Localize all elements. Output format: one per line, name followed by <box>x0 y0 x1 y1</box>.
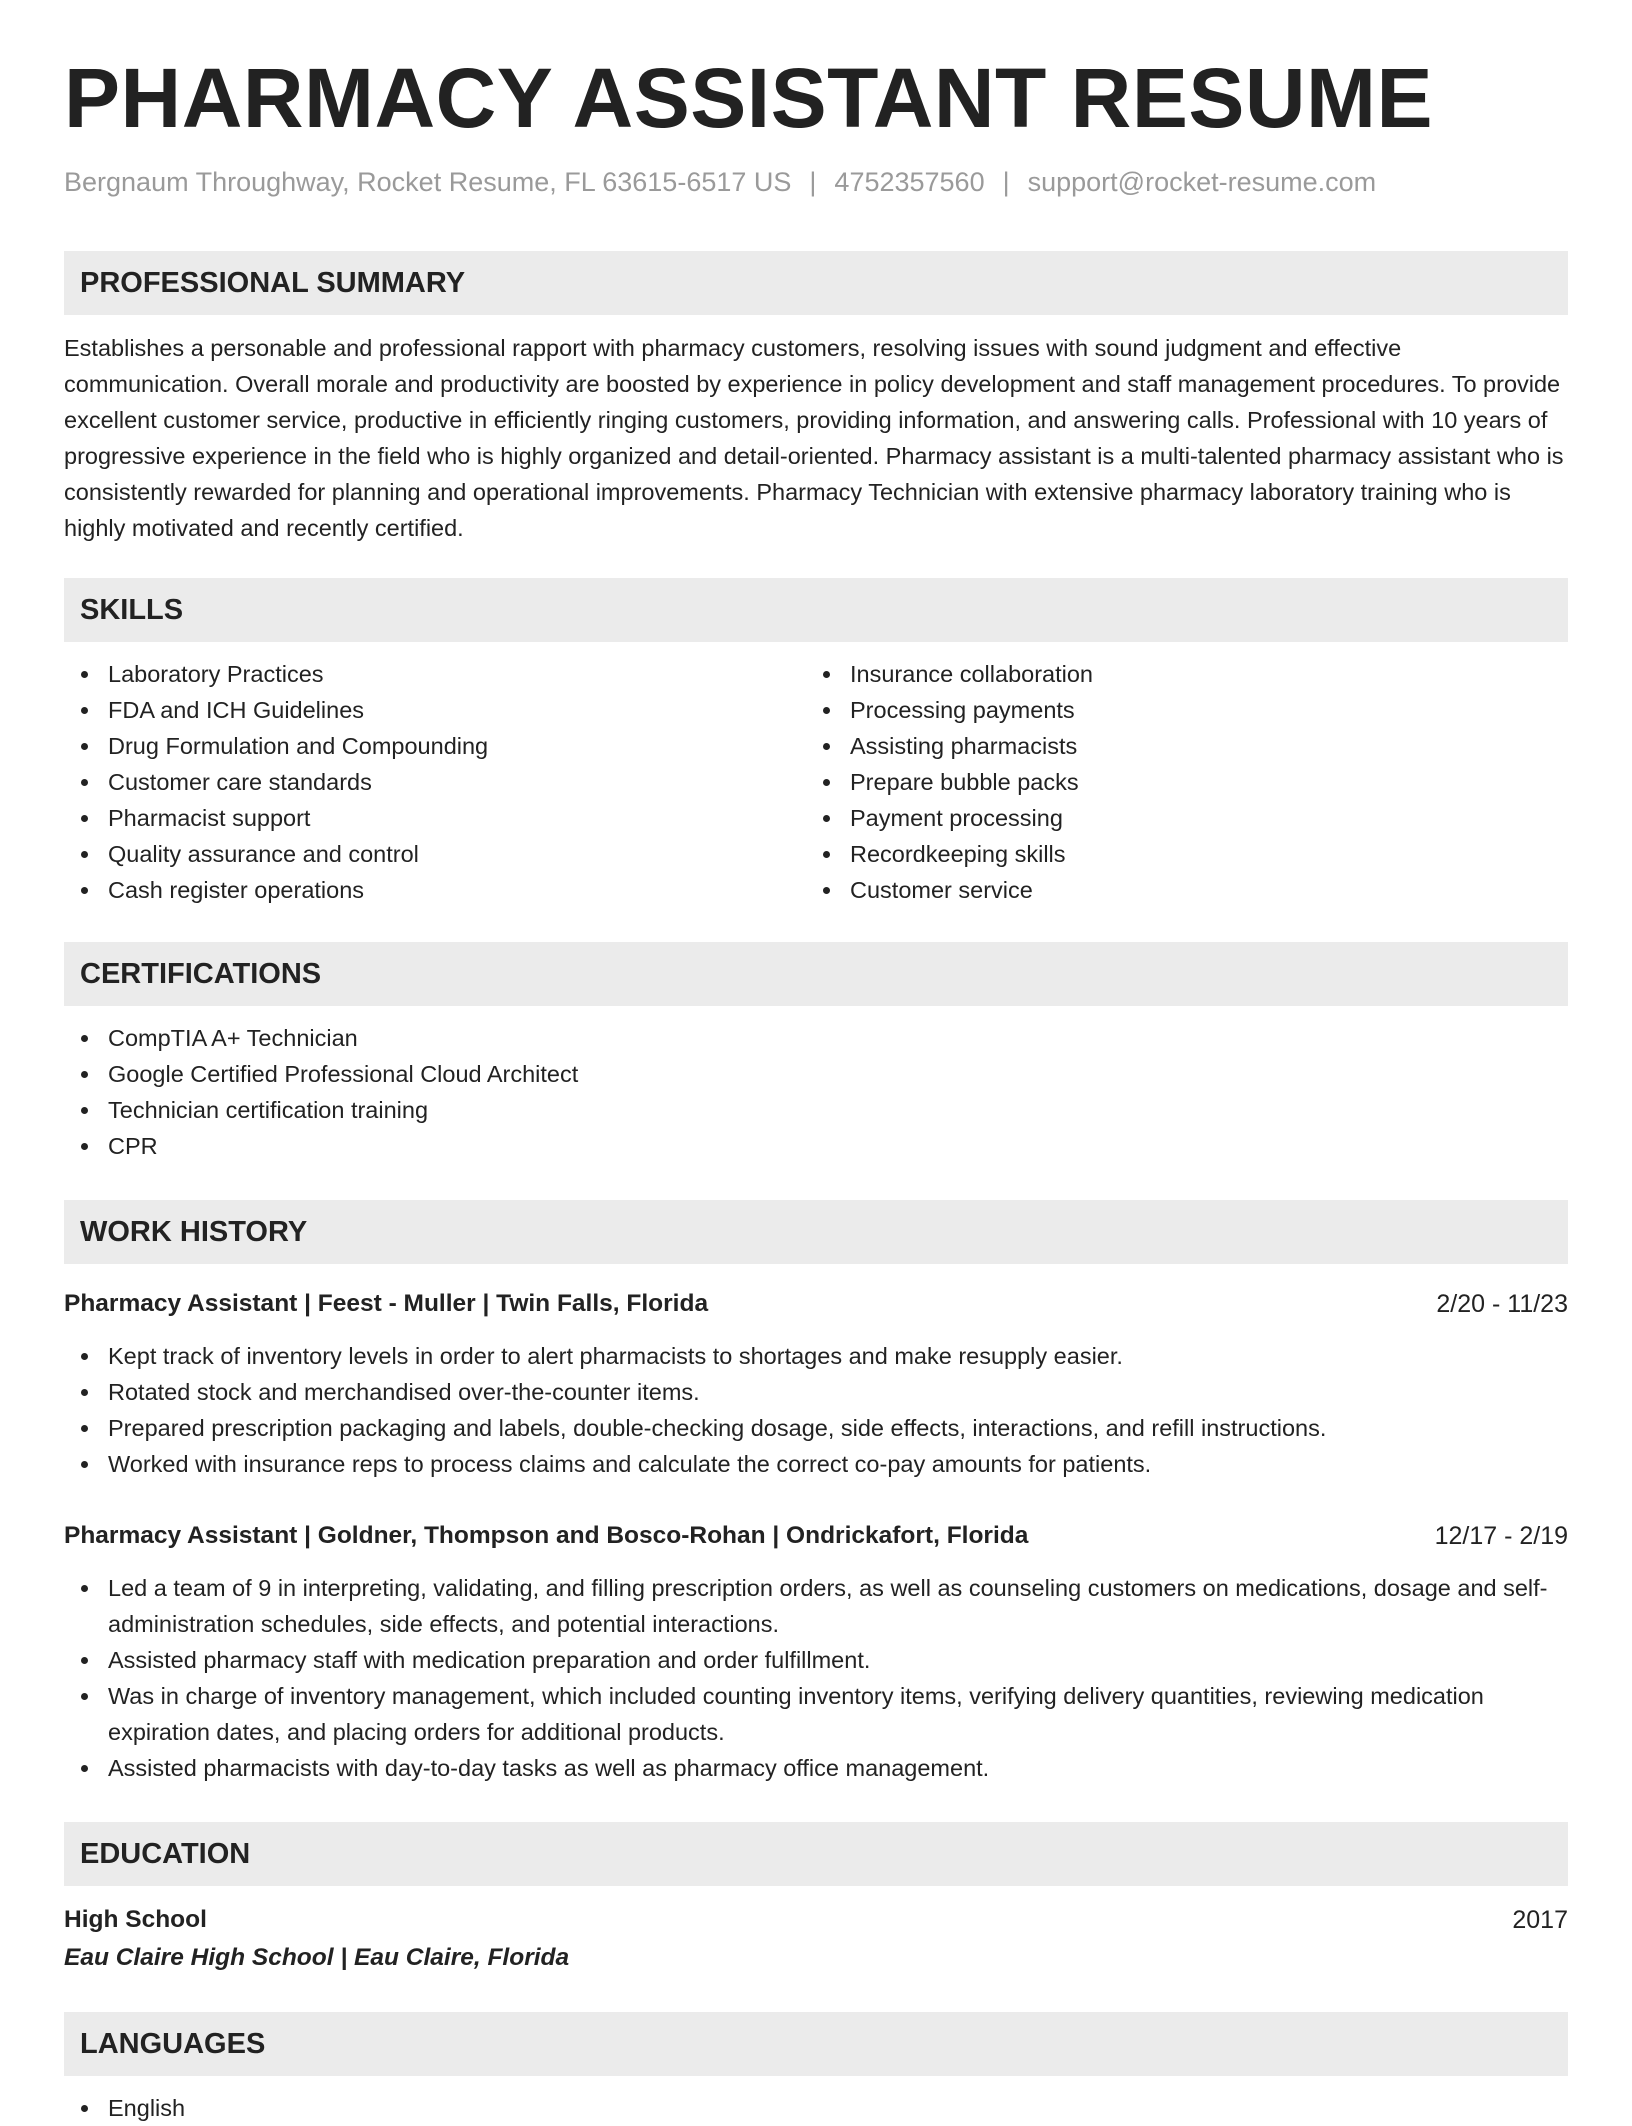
contact-separator: | <box>809 167 817 197</box>
skills-list-right <box>806 656 1550 908</box>
list-item: Recordkeeping skills <box>850 836 1550 872</box>
list-item: Was in charge of inventory management, which included counting inventory items, verifying delivery quantities, reviewing medication expiration dates, and placing orders for additional products. <box>108 1678 1568 1750</box>
list-item: CompTIA A+ Technician <box>108 1020 1568 1056</box>
section-header-work-history <box>64 1200 1568 1264</box>
section-title: LANGUAGES <box>80 2028 266 2060</box>
certifications-list <box>64 1020 1568 1164</box>
job-title: Pharmacy Assistant | Feest - Muller | Twin Falls, Florida <box>64 1290 709 1317</box>
section-title: WORK HISTORY <box>80 1216 308 1248</box>
summary-text: Establishes a personable and professional rapport with pharmacy customers, resolving issues with sound judgment and effective communication. Overall morale and productivity are boosted by experience in policy development and staff management procedures. To provide excellent customer service, productive in efficiently ringing customers, providing information, and answering calls. Professional with 10 years of progressive experience in the field who is highly organized and detail-oriented. Pharmacy assistant is a multi-talented pharmacy assistant who is consistently rewarded for planning and operational improvements. Pharmacy Technician with extensive pharmacy laboratory training who is highly motivated and recently certified. <box>64 335 1564 541</box>
contact-phone: 4752357560 <box>834 167 985 197</box>
education-school: Eau Claire High School | Eau Claire, Florida <box>64 1944 570 1971</box>
list-item: English <box>108 2090 1568 2126</box>
list-item: Insurance collaboration <box>850 656 1550 692</box>
list-item: Processing payments <box>850 692 1550 728</box>
section-header-summary <box>64 251 1568 315</box>
job-dates: 2/20 - 11/23 <box>1436 1290 1568 1318</box>
education-degree: High School <box>64 1906 207 1933</box>
list-item: Payment processing <box>850 800 1550 836</box>
languages-list <box>64 2090 1568 2126</box>
list-item: Technician certification training <box>108 1092 1568 1128</box>
job-title: Pharmacy Assistant | Goldner, Thompson and Bosco-Rohan | Ondrickafort, Florida <box>64 1522 1029 1549</box>
section-header-skills <box>64 578 1568 642</box>
job-dates: 12/17 - 2/19 <box>1434 1522 1568 1550</box>
job-bullets <box>64 1338 1568 1482</box>
list-item: Assisted pharmacy staff with medication preparation and order fulfillment. <box>108 1642 1568 1678</box>
list-item: Rotated stock and merchandised over-the-counter items. <box>108 1374 1568 1410</box>
job-bullets <box>64 1570 1568 1786</box>
education-year: 2017 <box>1512 1906 1568 1934</box>
list-item: Cash register operations <box>108 872 798 908</box>
list-item: Prepare bubble packs <box>850 764 1550 800</box>
section-title: SKILLS <box>80 594 184 626</box>
list-item: Pharmacist support <box>108 800 798 836</box>
skills-list-left <box>64 656 798 908</box>
list-item: CPR <box>108 1128 1568 1164</box>
contact-email: support@rocket-resume.com <box>1027 167 1377 197</box>
list-item: Prepared prescription packaging and labels, double-checking dosage, side effects, interactions, and refill instructions. <box>108 1410 1568 1446</box>
contact-separator: | <box>1002 167 1010 197</box>
contact-line <box>64 166 1376 198</box>
list-item: Google Certified Professional Cloud Architect <box>108 1056 1568 1092</box>
contact-address: Bergnaum Throughway, Rocket Resume, FL 63615-6517 US <box>64 167 792 197</box>
list-item: Assisted pharmacists with day-to-day tasks as well as pharmacy office management. <box>108 1750 1568 1786</box>
list-item: FDA and ICH Guidelines <box>108 692 798 728</box>
list-item: Kept track of inventory levels in order to alert pharmacists to shortages and make resupply easier. <box>108 1338 1568 1374</box>
section-title: CERTIFICATIONS <box>80 958 322 990</box>
resume-title: PHARMACY ASSISTANT RESUME <box>64 51 1434 145</box>
list-item: Customer service <box>850 872 1550 908</box>
section-title: PROFESSIONAL SUMMARY <box>80 267 466 299</box>
list-item: Quality assurance and control <box>108 836 798 872</box>
list-item: Worked with insurance reps to process claims and calculate the correct co-pay amounts for patients. <box>108 1446 1568 1482</box>
list-item: Led a team of 9 in interpreting, validating, and filling prescription orders, as well as counseling customers on medications, dosage and self-administration schedules, side effects, and potential interactions. <box>108 1570 1568 1642</box>
list-item: Laboratory Practices <box>108 656 798 692</box>
list-item: Customer care standards <box>108 764 798 800</box>
list-item: Drug Formulation and Compounding <box>108 728 798 764</box>
section-header-education <box>64 1822 1568 1886</box>
section-header-certifications <box>64 942 1568 1006</box>
section-header-languages <box>64 2012 1568 2076</box>
list-item: Assisting pharmacists <box>850 728 1550 764</box>
section-title: EDUCATION <box>80 1838 251 1870</box>
